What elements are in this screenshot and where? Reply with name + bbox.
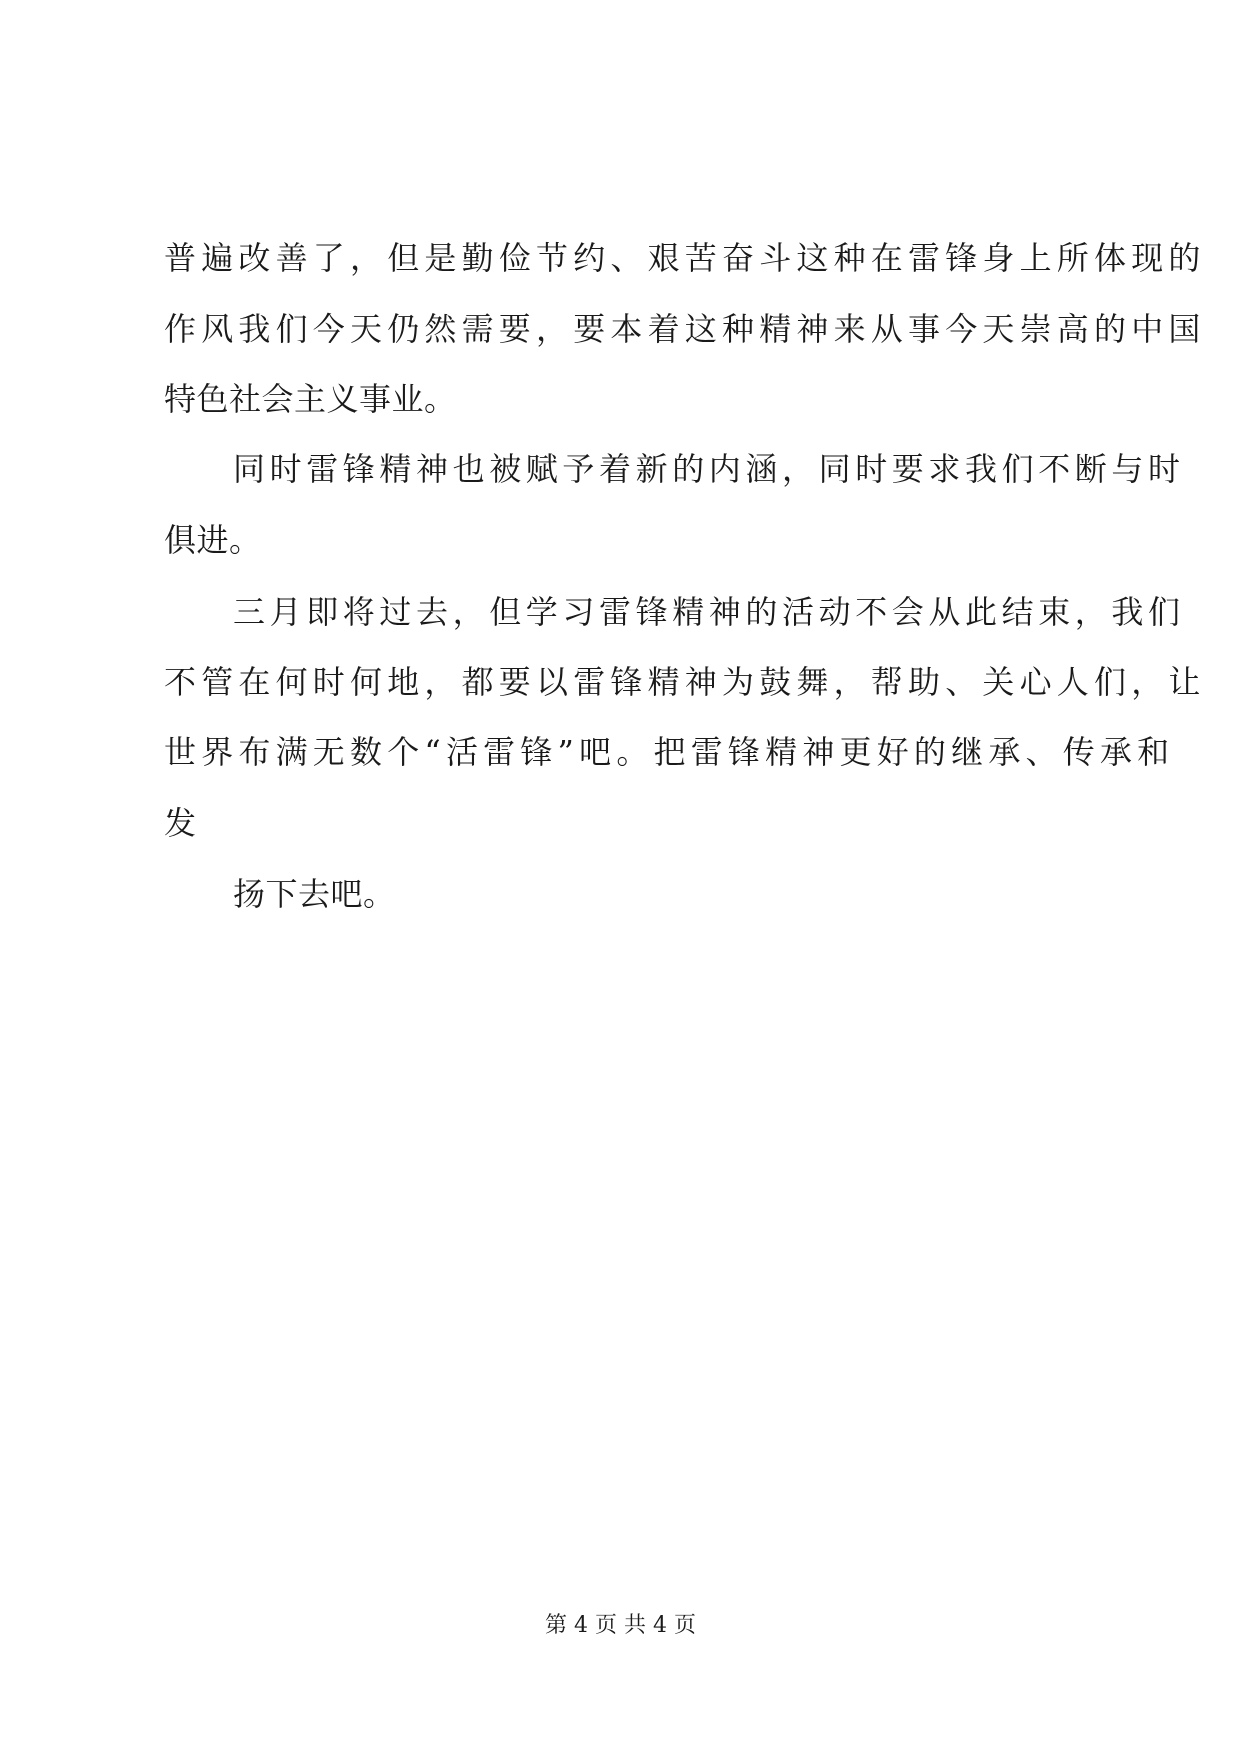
paragraph-line: 三月即将过去，但学习雷锋精神的活动不会从此结束，我们 [233,593,1185,631]
paragraph-line: 俱进。 [164,521,262,559]
paragraph-line: 发 [164,804,197,842]
paragraph-line: 扬下去吧。 [233,875,396,913]
page-footer: 第 4 页 共 4 页 [545,1613,696,1638]
paragraph-line: 作风我们今天仍然需要，要本着这种精神来从事今天崇高的中国 [164,310,1206,348]
paragraph-line: 世界布满无数个“活雷锋”吧。把雷锋精神更好的继承、传承和 [164,733,1175,771]
paragraph-line: 同时雷锋精神也被赋予着新的内涵，同时要求我们不断与时 [233,450,1185,488]
paragraph-line: 特色社会主义事业。 [164,380,457,418]
paragraph-line: 普遍改善了，但是勤俭节约、艰苦奋斗这种在雷锋身上所体现的 [164,239,1206,277]
paragraph-line: 不管在何时何地，都要以雷锋精神为鼓舞，帮助、关心人们，让 [164,663,1206,701]
